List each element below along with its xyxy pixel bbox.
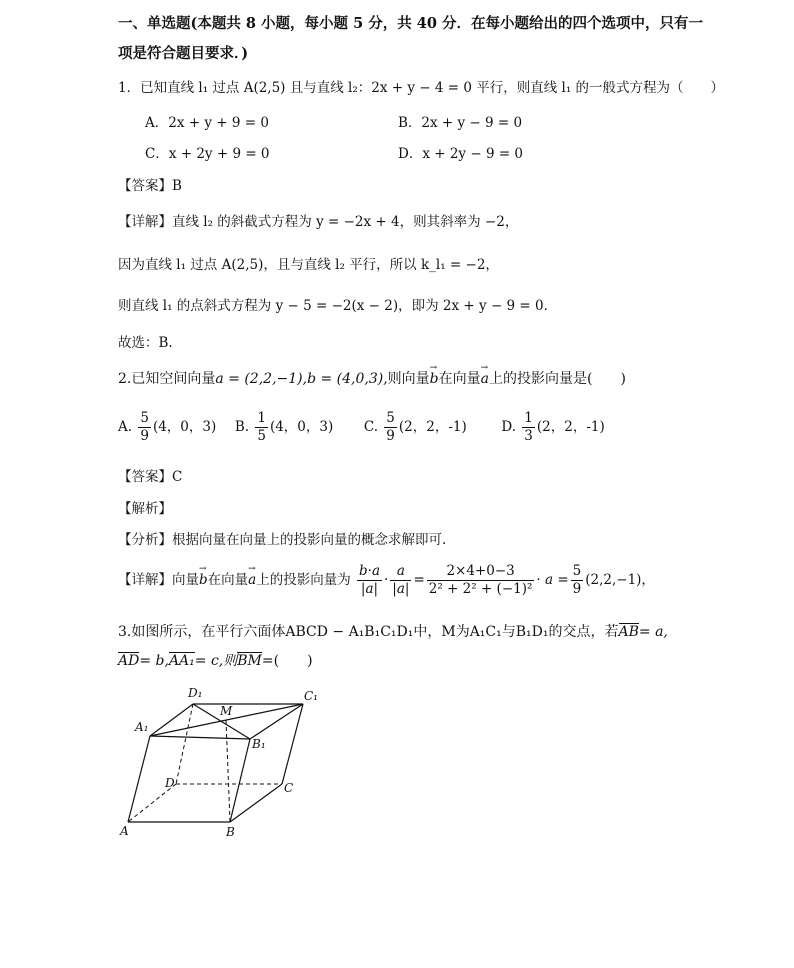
q2-opt-d-label: D. — [501, 419, 516, 435]
q2-opt-a-label: A. — [118, 419, 133, 435]
edge-d1d — [176, 704, 193, 784]
q2-stem-prefix: 2.已知空间向量 — [118, 371, 216, 387]
q1-option-c: C．x + 2y + 9 = 0 — [145, 146, 270, 162]
q2-frac3-den: 2² + 2² + (−1)² — [428, 581, 533, 597]
q2-opt-c-den: 9 — [386, 428, 395, 444]
q2-opt-d-den: 3 — [524, 428, 533, 444]
q2-opt-d-num: 1 — [524, 410, 533, 426]
q2-opt-b-num: 1 — [257, 410, 266, 426]
q2-after-frac3: · a = — [536, 572, 569, 588]
q2-opt-b-label: B. — [234, 419, 250, 435]
q2-opt-a-frac — [138, 410, 151, 445]
q2-stem-mid: 则向量 — [387, 371, 430, 387]
label-c1: C₁ — [304, 689, 318, 703]
q2-detail-mid2: 上的投影向量为 — [256, 572, 351, 588]
q3-stem-line1 — [118, 622, 668, 642]
q3-eq-b: = b, — [139, 653, 169, 669]
q2-detail-a: → a — [248, 560, 256, 600]
segment-mb — [226, 720, 230, 822]
q1-detail-2: 因为直线 l₁ 过点 A(2,5)，且与直线 l₂ 平行，所以 k_l₁ = −2， — [118, 257, 499, 273]
q2-stem-a: a = (2,2,−1), — [215, 371, 308, 387]
q2-opt-c-label: C. — [363, 419, 378, 435]
q2-frac3 — [427, 563, 535, 598]
q3-aa1: AA₁ — [168, 653, 195, 669]
q2-answer: 【答案】C — [118, 469, 183, 485]
q2-result: (2,2,−1)， — [585, 572, 655, 588]
q3-stem-1: 3.如图所示，在平行六面体ABCD − A₁B₁C₁D₁中，M为A₁C₁与B₁D₁的交点，若 — [118, 624, 619, 640]
q1-detail-1: 【详解】直线 l₂ 的斜截式方程为 y = −2x + 4，则其斜率为 −2， — [118, 214, 519, 230]
q3-eq-c: = c,则 — [194, 653, 238, 669]
q2-options — [118, 410, 605, 445]
q1-conclusion: 故选：B. — [118, 335, 173, 351]
label-d: D — [165, 776, 175, 790]
q2-analysis: 【解析】 — [118, 501, 172, 517]
label-c: C — [284, 781, 294, 795]
q3-eq-a: = a, — [638, 624, 668, 640]
q2-opt-c-vec: (2，2，-1) — [398, 419, 467, 435]
q2-detail-prefix: 【详解】向量 — [118, 572, 199, 588]
label-d1: D₁ — [188, 686, 203, 700]
q2-stem-b: b = (4,0,3), — [307, 371, 388, 387]
label-m: M — [220, 704, 233, 718]
q2-opt-d-frac — [522, 410, 535, 445]
label-b: B — [226, 825, 235, 839]
q2-frac2 — [390, 563, 411, 598]
edge-a1b1 — [150, 736, 250, 739]
q2-stem-b2: → b — [430, 369, 439, 389]
q1-detail-3: 则直线 l₁ 的点斜式方程为 y − 5 = −2(x − 2)，即为 2x + y − 9 = 0． — [118, 298, 558, 314]
q3-ab: AB — [618, 624, 639, 640]
q2-opt-a-den: 9 — [140, 428, 149, 444]
q2-frac4-den: 9 — [572, 581, 582, 597]
q2-opt-a-num: 5 — [140, 410, 149, 426]
q2-opt-d-vec: (2，2，-1) — [536, 419, 605, 435]
q3-stem-line2 — [118, 651, 313, 671]
q2-opt-b-den: 5 — [257, 428, 266, 444]
q2-opt-b-vec: (4，0，3) — [269, 419, 334, 435]
q2-opt-c-num: 5 — [386, 410, 395, 426]
q2-opt-b-frac — [255, 410, 268, 445]
q2-frac4-num: 5 — [572, 563, 582, 579]
q1-option-a: A．2x + y + 9 = 0 — [145, 115, 269, 131]
edge-a1a — [128, 736, 150, 822]
q1-answer: 【答案】B — [118, 178, 182, 194]
section-header-line2: 项是符合题目要求．) — [118, 45, 249, 62]
q2-detail: 【详解】向量→ b在向量→ a上的投影向量为 $\frac{b\cdot a}{|a|}$ · $\frac{a}{|a|}$ = $\frac{2\times 4+0-3}{\text{2² + 2² + (−1)²}}$ · a = $\frac{5}{9}$ (2,2,−1)， — [118, 560, 655, 600]
q2-detail-mid: 在向量 — [207, 572, 249, 588]
q2-stem-a2: → a — [481, 369, 489, 389]
q3-tail: =( ) — [261, 653, 313, 669]
q2-stem-mid2: 在向量 — [438, 371, 481, 387]
section-header-line1: 一、单选题(本题共 8 小题，每小题 5 分，共 40 分．在每小题给出的四个选项中，只有一 — [118, 15, 704, 32]
q1-option-b: B．2x + y − 9 = 0 — [398, 115, 523, 131]
q2-frac2-num: a — [390, 563, 411, 581]
q2-fenxi: 【分析】根据向量在向量上的投影向量的概念求解即可. — [118, 532, 447, 548]
q2-frac1-den: |a| — [360, 581, 379, 597]
parallelepiped-figure — [118, 684, 328, 844]
label-a: A — [120, 824, 129, 838]
q2-opt-c-frac — [384, 410, 397, 445]
q2-detail-b: → b — [199, 560, 208, 600]
q1-option-d: D．x + 2y − 9 = 0 — [398, 146, 524, 162]
q2-opt-a-vec: (4，0，3) — [152, 419, 217, 435]
label-b1: B₁ — [252, 737, 266, 751]
q2-frac1 — [357, 563, 382, 598]
q2-frac1-num: b·a — [359, 563, 380, 579]
q2-frac2-den: |a| — [392, 581, 410, 597]
q3-bm: BM — [237, 653, 262, 669]
q2-stem-suffix: 上的投影向量是( ) — [489, 371, 626, 387]
q1-stem: 1．已知直线 l₁ 过点 A(2,5) 且与直线 l₂：2x + y − 4 = 0 平行，则直线 l₁ 的一般式方程为（ ） — [118, 80, 725, 96]
q2-frac3-num: 2×4+0−3 — [427, 563, 535, 581]
q2-frac4 — [571, 563, 584, 598]
label-a1: A₁ — [135, 720, 149, 734]
q2-stem — [118, 369, 626, 389]
q3-ad: AD — [118, 653, 140, 669]
